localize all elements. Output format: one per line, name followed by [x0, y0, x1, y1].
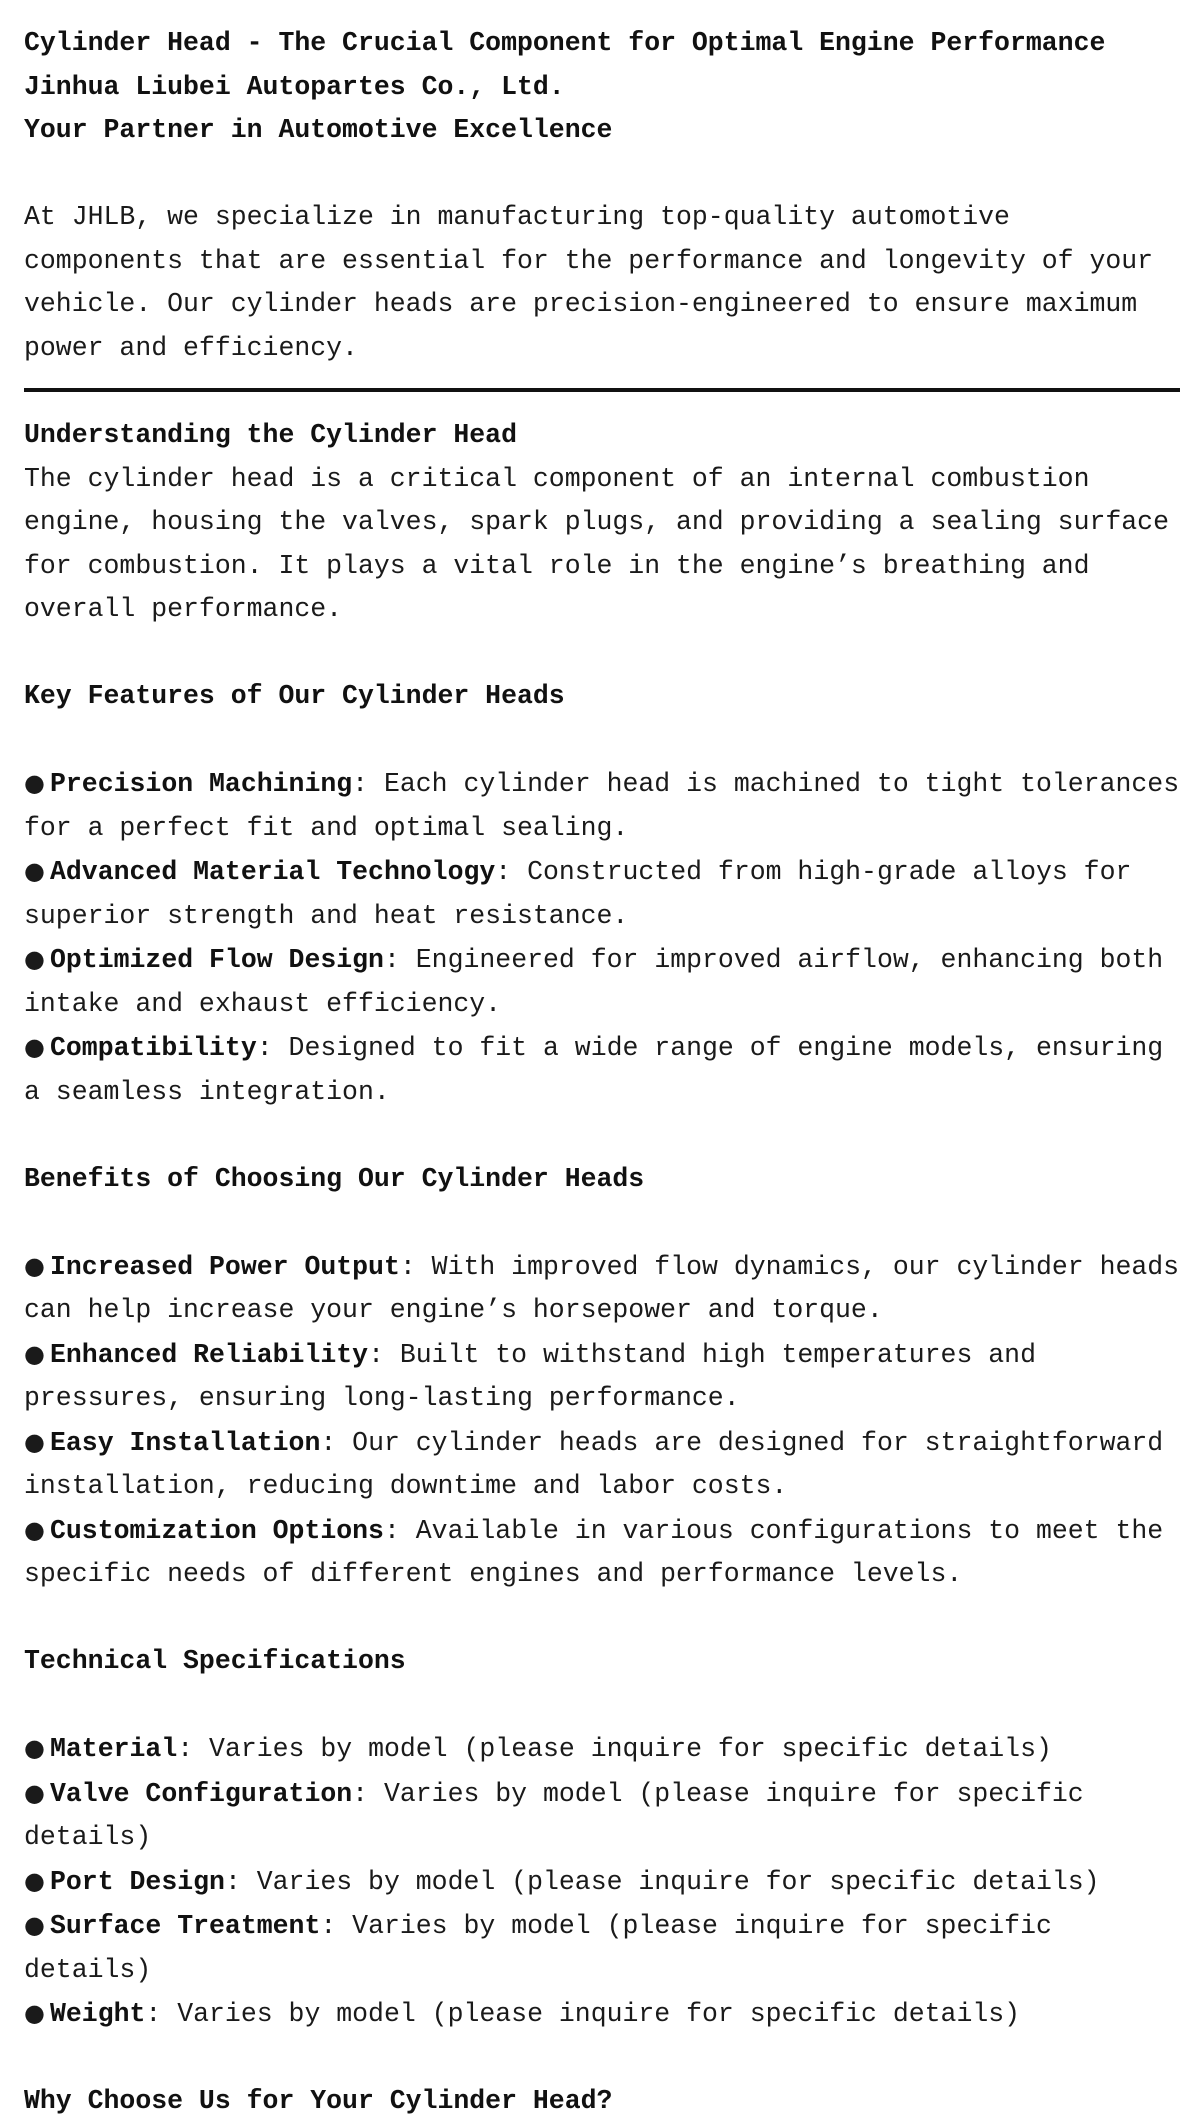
feature-text: : Designed to fit a wide range of engine models, ensuring a seamless integration. [24, 1033, 1164, 1107]
benefit-term: Easy Installation [50, 1427, 321, 1458]
understanding-paragraph: The cylinder head is a critical component of an internal combustion engine, housing the valves, spark plugs, and providing a sealing surface for combustion. It plays a vital role in the engine’s breathing and overall performance. [24, 463, 1169, 624]
feature-text: : Constructed from high-grade alloys for superior strength and heat resistance. [24, 857, 1132, 931]
feature-term: Advanced Material Technology [50, 857, 496, 887]
bullet-icon: ● [24, 1911, 45, 1939]
bullet-icon: ● [24, 1999, 45, 2027]
feature-text: : Engineered for improved airflow, enhancing both intake and exhaust efficiency. [24, 945, 1164, 1019]
list-item [24, 938, 1184, 1026]
benefit-term: Increased Power Output [50, 1251, 400, 1282]
list-item [24, 1727, 1184, 1772]
list-item [24, 762, 1184, 850]
specs-heading: Technical Specifications [24, 1646, 406, 1676]
feature-term: Compatibility [50, 1033, 257, 1063]
list-item [24, 1509, 1184, 1597]
benefits-list [24, 1245, 1178, 1597]
bullet-icon: ● [24, 1251, 45, 1280]
features-heading: Key Features of Our Cylinder Heads [24, 681, 565, 711]
spacer [24, 719, 1178, 763]
spacer [24, 1684, 1178, 1728]
spacer [24, 1201, 1178, 1245]
spec-term: Port Design [50, 1866, 225, 1897]
bullet-icon: ● [24, 1778, 45, 1807]
list-item [24, 1421, 1184, 1509]
bullet-icon: ● [24, 1033, 45, 1061]
tagline: Your Partner in Automotive Excellence [24, 115, 613, 145]
bullet-icon: ● [24, 1339, 45, 1368]
list-item [24, 1026, 1184, 1114]
list-item [24, 850, 1184, 938]
spec-term: Weight [50, 1999, 146, 2029]
list-item [24, 1860, 1184, 1905]
spec-text: : Varies by model (please inquire for specific details) [24, 1778, 1084, 1852]
spacer [24, 153, 1178, 197]
benefits-heading: Benefits of Choosing Our Cylinder Heads [24, 1163, 645, 1194]
spec-term: Material [50, 1734, 178, 1764]
spec-term: Valve Configuration [50, 1778, 353, 1809]
list-item [24, 1772, 1184, 1860]
bullet-icon: ● [24, 857, 45, 885]
feature-term: Precision Machining [50, 769, 353, 799]
bullet-icon: ● [24, 1515, 45, 1544]
bullet-icon: ● [24, 1734, 45, 1762]
benefit-text: : Built to withstand high temperatures and pressures, ensuring long-lasting performance. [24, 1339, 1036, 1413]
list-item [24, 1904, 1184, 1992]
company-name: Jinhua Liubei Autopartes Co., Ltd. [24, 71, 565, 102]
why-heading: Why Choose Us for Your Cylinder Head? [24, 2086, 613, 2116]
bullet-icon: ● [24, 769, 45, 797]
bullet-icon: ● [24, 1427, 45, 1456]
horizontal-divider [24, 388, 1180, 392]
spec-text: : Varies by model (please inquire for specific details) [24, 1911, 1052, 1985]
spacer [24, 2037, 1178, 2081]
spacer [24, 1597, 1178, 1641]
feature-term: Optimized Flow Design [50, 945, 384, 975]
bullet-icon: ● [24, 1866, 45, 1895]
spacer [24, 1114, 1178, 1158]
list-item [24, 1245, 1184, 1333]
spec-term: Surface Treatment [50, 1911, 321, 1941]
document-title: Cylinder Head - The Crucial Component for Optimal Engine Performance [24, 28, 1106, 58]
benefit-text: : Our cylinder heads are designed for straightforward installation, reducing downtime and labor costs. [24, 1427, 1164, 1501]
bullet-icon: ● [24, 945, 45, 973]
benefit-term: Customization Options [50, 1515, 384, 1546]
list-item [24, 1992, 1184, 2037]
benefit-text: : With improved flow dynamics, our cylinder heads can help increase your engine’s horsepower and torque. [24, 1251, 1180, 1325]
spec-text: : Varies by model (please inquire for specific details) [145, 1999, 1021, 2029]
understanding-heading: Understanding the Cylinder Head [24, 420, 517, 450]
spec-text: : Varies by model (please inquire for specific details) [224, 1866, 1100, 1897]
benefit-text: : Available in various configurations to meet the specific needs of different engines and performance levels. [24, 1515, 1164, 1589]
features-list [24, 762, 1178, 1114]
specs-list [24, 1727, 1178, 2037]
benefit-term: Enhanced Reliability [50, 1339, 369, 1370]
spacer [24, 632, 1178, 676]
spec-text: : Varies by model (please inquire for specific details) [177, 1734, 1052, 1764]
feature-text: : Each cylinder head is machined to tight tolerances for a perfect fit and optimal sealing. [24, 769, 1180, 843]
intro-paragraph: At JHLB, we specialize in manufacturing top-quality automotive components that are essential for the performance and longevity of your vehicle. Our cylinder heads are precision-engineered to ensure maximum power and efficiency. [24, 202, 1154, 363]
list-item [24, 1333, 1184, 1421]
